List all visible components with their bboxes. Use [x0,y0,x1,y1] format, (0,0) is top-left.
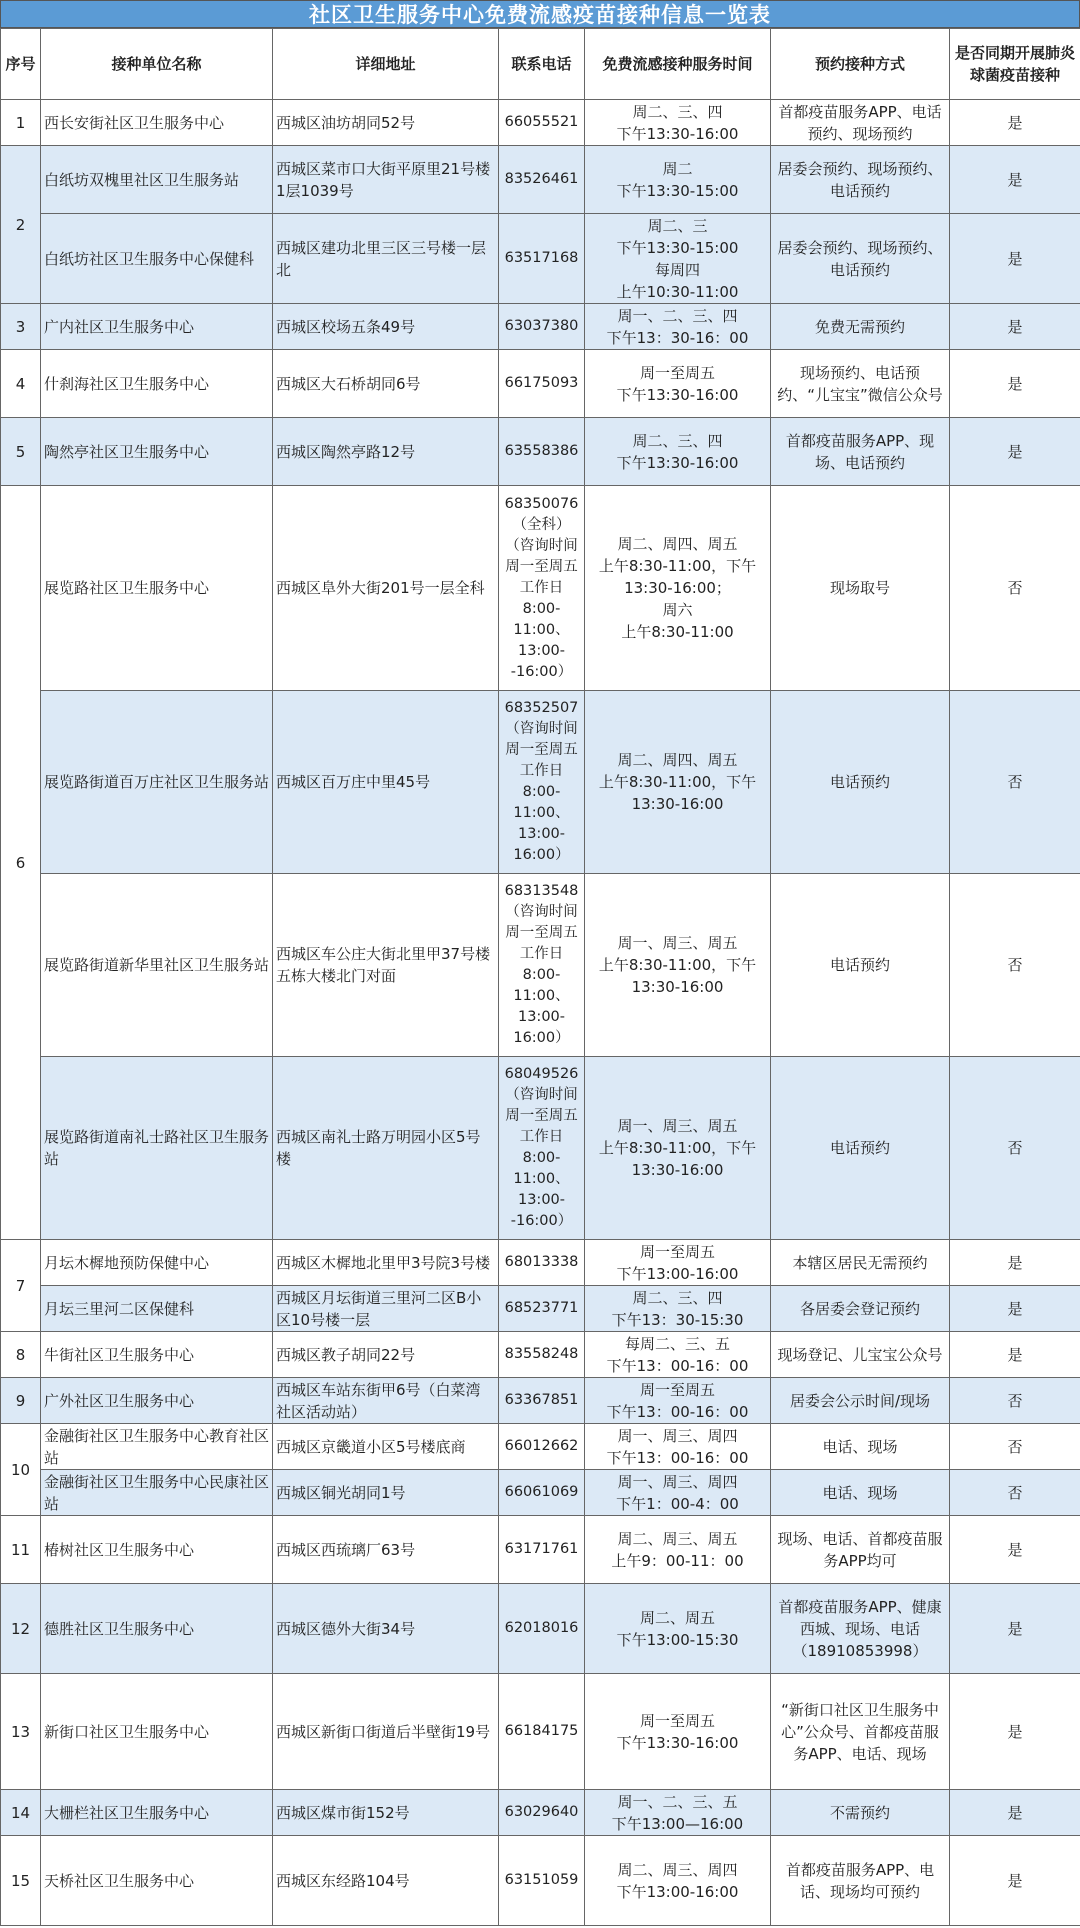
cell-phone: 66055521 [499,100,585,146]
cell-pneumo: 是 [950,1674,1080,1790]
cell-unit: 展览路街道南礼士路社区卫生服务站 [41,1057,273,1240]
cell-pneumo: 否 [950,691,1080,874]
cell-pneumo: 是 [950,304,1080,350]
cell-time: 周一、周三、周五 上午8:30-11:00，下午13:30-16:00 [585,874,771,1057]
cell-booking: 现场取号 [771,486,950,691]
cell-phone: 63558386 [499,418,585,486]
cell-pneumo: 是 [950,1790,1080,1836]
table-row [1,1240,1080,1286]
table-row [1,486,1080,691]
cell-time: 周一、周三、周四 下午1：00-4：00 [585,1470,771,1516]
table-row [1,1470,1080,1516]
cell-unit: 展览路街道新华里社区卫生服务站 [41,874,273,1057]
cell-phone: 63037380 [499,304,585,350]
cell-booking: 居委会预约、现场预约、电话预约 [771,146,950,214]
cell-unit: 牛街社区卫生服务中心 [41,1332,273,1378]
page-title: 社区卫生服务中心免费流感疫苗接种信息一览表 [0,0,1080,28]
cell-time: 周二 下午13:30-15:00 [585,146,771,214]
vaccine-info-table [0,28,1080,1926]
cell-time: 周二、周三、周五 上午9：00-11：00 [585,1516,771,1584]
cell-time: 周一、周三、周五 上午8:30-11:00，下午13:30-16:00 [585,1057,771,1240]
cell-time: 周二、周五 下午13:00-15:30 [585,1584,771,1674]
cell-pneumo: 是 [950,1836,1080,1926]
cell-unit: 椿树社区卫生服务中心 [41,1516,273,1584]
cell-booking: 现场、电话、首都疫苗服务APP均可 [771,1516,950,1584]
cell-pneumo: 否 [950,1378,1080,1424]
cell-pneumo: 否 [950,1424,1080,1470]
cell-seq: 7 [1,1240,41,1332]
cell-unit: 大栅栏社区卫生服务中心 [41,1790,273,1836]
cell-phone: 68013338 [499,1240,585,1286]
cell-address: 西城区煤市街152号 [273,1790,499,1836]
cell-time: 周一、二、三、四 下午13：30-16：00 [585,304,771,350]
cell-seq: 5 [1,418,41,486]
cell-booking: 首都疫苗服务APP、电话、现场均可预约 [771,1836,950,1926]
cell-unit: 金融街社区卫生服务中心教育社区站 [41,1424,273,1470]
cell-booking: 居委会预约、现场预约、电话预约 [771,214,950,304]
table-row [1,146,1080,214]
cell-unit: 陶然亭社区卫生服务中心 [41,418,273,486]
cell-time: 每周二、三、五 下午13：00-16：00 [585,1332,771,1378]
cell-phone: 66012662 [499,1424,585,1470]
cell-pneumo: 是 [950,1584,1080,1674]
cell-time: 周一、二、三、五 下午13:00—16:00 [585,1790,771,1836]
cell-unit: 西长安街社区卫生服务中心 [41,100,273,146]
header-phone: 联系电话 [499,29,585,100]
cell-phone: 66175093 [499,350,585,418]
table-row [1,1836,1080,1926]
table-row [1,874,1080,1057]
cell-seq: 8 [1,1332,41,1378]
cell-pneumo: 是 [950,350,1080,418]
cell-unit: 月坛三里河二区保健科 [41,1286,273,1332]
header-unit: 接种单位名称 [41,29,273,100]
header-row [1,29,1080,100]
cell-booking: 电话、现场 [771,1424,950,1470]
cell-phone: 63171761 [499,1516,585,1584]
cell-time: 周一至周五 下午13:00-16:00 [585,1240,771,1286]
cell-time: 周二、周四、周五 上午8:30-11:00，下午13:30-16:00； 周六 上午8:30-11:00 [585,486,771,691]
cell-unit: 新街口社区卫生服务中心 [41,1674,273,1790]
cell-unit: 展览路街道百万庄社区卫生服务站 [41,691,273,874]
table-row [1,1286,1080,1332]
cell-booking: 首都疫苗服务APP、现场、电话预约 [771,418,950,486]
cell-pneumo: 是 [950,1286,1080,1332]
cell-address: 西城区油坊胡同52号 [273,100,499,146]
cell-unit: 什刹海社区卫生服务中心 [41,350,273,418]
table-row [1,691,1080,874]
cell-booking: 现场预约、电话预约、“儿宝宝”微信公众号 [771,350,950,418]
cell-pneumo: 是 [950,1332,1080,1378]
cell-booking: “新街口社区卫生服务中心”公众号、首都疫苗服务APP、电话、现场 [771,1674,950,1790]
header-seq: 序号 [1,29,41,100]
cell-time: 周一至周五 下午13：00-16：00 [585,1378,771,1424]
cell-address: 西城区大石桥胡同6号 [273,350,499,418]
cell-booking: 免费无需预约 [771,304,950,350]
cell-phone: 62018016 [499,1584,585,1674]
cell-booking: 电话预约 [771,691,950,874]
cell-unit: 白纸坊社区卫生服务中心保健科 [41,214,273,304]
cell-booking: 本辖区居民无需预约 [771,1240,950,1286]
cell-time: 周二、周三、周四 下午13:00-16:00 [585,1836,771,1926]
cell-seq: 15 [1,1836,41,1926]
cell-booking: 各居委会登记预约 [771,1286,950,1332]
cell-address: 西城区月坛街道三里河二区B小区10号楼一层 [273,1286,499,1332]
cell-address: 西城区西琉璃厂63号 [273,1516,499,1584]
table-row [1,1674,1080,1790]
table-row [1,350,1080,418]
cell-seq: 3 [1,304,41,350]
cell-pneumo: 否 [950,1470,1080,1516]
table-row [1,1424,1080,1470]
cell-address: 西城区菜市口大街平原里21号楼1层1039号 [273,146,499,214]
cell-booking: 首都疫苗服务APP、健康西城、现场、电话（18910853998） [771,1584,950,1674]
cell-phone: 63367851 [499,1378,585,1424]
cell-pneumo: 是 [950,146,1080,214]
cell-time: 周二、三、四 下午13:30-16:00 [585,418,771,486]
table-row [1,1332,1080,1378]
cell-pneumo: 是 [950,1516,1080,1584]
cell-address: 西城区铜光胡同1号 [273,1470,499,1516]
cell-unit: 金融街社区卫生服务中心民康社区站 [41,1470,273,1516]
cell-address: 西城区新街口街道后半壁街19号 [273,1674,499,1790]
cell-booking: 首都疫苗服务APP、电话预约、现场预约 [771,100,950,146]
cell-booking: 电话预约 [771,874,950,1057]
cell-phone: 68049526 （咨询时间周一至周五工作日8:00-11:00、13:00--16:00） [499,1057,585,1240]
cell-phone: 83558248 [499,1332,585,1378]
table-row [1,1378,1080,1424]
cell-seq: 2 [1,146,41,304]
cell-address: 西城区建功北里三区三号楼一层北 [273,214,499,304]
cell-address: 西城区德外大街34号 [273,1584,499,1674]
cell-phone: 66184175 [499,1674,585,1790]
cell-time: 周二、三、四 下午13:30-16:00 [585,100,771,146]
cell-pneumo: 否 [950,874,1080,1057]
cell-phone: 68350076 （全科） （咨询时间周一至周五工作日8:00-11:00、13:00--16:00） [499,486,585,691]
cell-pneumo: 是 [950,214,1080,304]
cell-address: 西城区陶然亭路12号 [273,418,499,486]
cell-seq: 10 [1,1424,41,1516]
cell-address: 西城区校场五条49号 [273,304,499,350]
cell-phone: 68313548 （咨询时间周一至周五工作日8:00-11:00、13:00-16:00） [499,874,585,1057]
cell-time: 周一、周三、周四 下午13：00-16：00 [585,1424,771,1470]
cell-unit: 月坛木樨地预防保健中心 [41,1240,273,1286]
table-row [1,1790,1080,1836]
table-row [1,1057,1080,1240]
cell-phone: 83526461 [499,146,585,214]
cell-time: 周二、三 下午13:30-15:00 每周四 上午10:30-11:00 [585,214,771,304]
cell-phone: 68352507 （咨询时间周一至周五工作日8:00-11:00、13:00-16:00） [499,691,585,874]
table-body [1,100,1080,1926]
cell-unit: 广外社区卫生服务中心 [41,1378,273,1424]
cell-address: 西城区阜外大街201号一层全科 [273,486,499,691]
header-pneumo: 是否同期开展肺炎球菌疫苗接种 [950,29,1080,100]
cell-seq: 6 [1,486,41,1240]
cell-address: 西城区南礼士路万明园小区5号楼 [273,1057,499,1240]
cell-booking: 电话、现场 [771,1470,950,1516]
cell-seq: 12 [1,1584,41,1674]
cell-unit: 展览路社区卫生服务中心 [41,486,273,691]
table-row [1,1584,1080,1674]
table-row [1,418,1080,486]
cell-address: 西城区东经路104号 [273,1836,499,1926]
cell-address: 西城区车站东街甲6号（白菜湾社区活动站） [273,1378,499,1424]
table-row [1,214,1080,304]
cell-pneumo: 否 [950,486,1080,691]
header-time: 免费流感接种服务时间 [585,29,771,100]
cell-pneumo: 是 [950,1240,1080,1286]
cell-booking: 现场登记、儿宝宝公众号 [771,1332,950,1378]
cell-phone: 63151059 [499,1836,585,1926]
cell-seq: 9 [1,1378,41,1424]
table-row [1,304,1080,350]
cell-seq: 13 [1,1674,41,1790]
cell-unit: 德胜社区卫生服务中心 [41,1584,273,1674]
cell-phone: 63517168 [499,214,585,304]
cell-address: 西城区车公庄大街北里甲37号楼五栋大楼北门对面 [273,874,499,1057]
cell-address: 西城区教子胡同22号 [273,1332,499,1378]
cell-booking: 不需预约 [771,1790,950,1836]
cell-pneumo: 是 [950,418,1080,486]
table-row [1,1516,1080,1584]
cell-seq: 4 [1,350,41,418]
cell-time: 周二、三、四 下午13：30-15:30 [585,1286,771,1332]
cell-address: 西城区木樨地北里甲3号院3号楼 [273,1240,499,1286]
cell-time: 周二、周四、周五 上午8:30-11:00，下午13:30-16:00 [585,691,771,874]
cell-seq: 1 [1,100,41,146]
table-row [1,100,1080,146]
cell-phone: 66061069 [499,1470,585,1516]
header-address: 详细地址 [273,29,499,100]
cell-unit: 天桥社区卫生服务中心 [41,1836,273,1926]
cell-booking: 居委会公示时间/现场 [771,1378,950,1424]
cell-address: 西城区京畿道小区5号楼底商 [273,1424,499,1470]
cell-booking: 电话预约 [771,1057,950,1240]
cell-time: 周一至周五 下午13:30-16:00 [585,350,771,418]
cell-phone: 68523771 [499,1286,585,1332]
cell-pneumo: 否 [950,1057,1080,1240]
cell-pneumo: 是 [950,100,1080,146]
cell-time: 周一至周五 下午13:30-16:00 [585,1674,771,1790]
cell-phone: 63029640 [499,1790,585,1836]
cell-seq: 11 [1,1516,41,1584]
cell-unit: 广内社区卫生服务中心 [41,304,273,350]
cell-seq: 14 [1,1790,41,1836]
cell-unit: 白纸坊双槐里社区卫生服务站 [41,146,273,214]
cell-address: 西城区百万庄中里45号 [273,691,499,874]
header-booking: 预约接种方式 [771,29,950,100]
